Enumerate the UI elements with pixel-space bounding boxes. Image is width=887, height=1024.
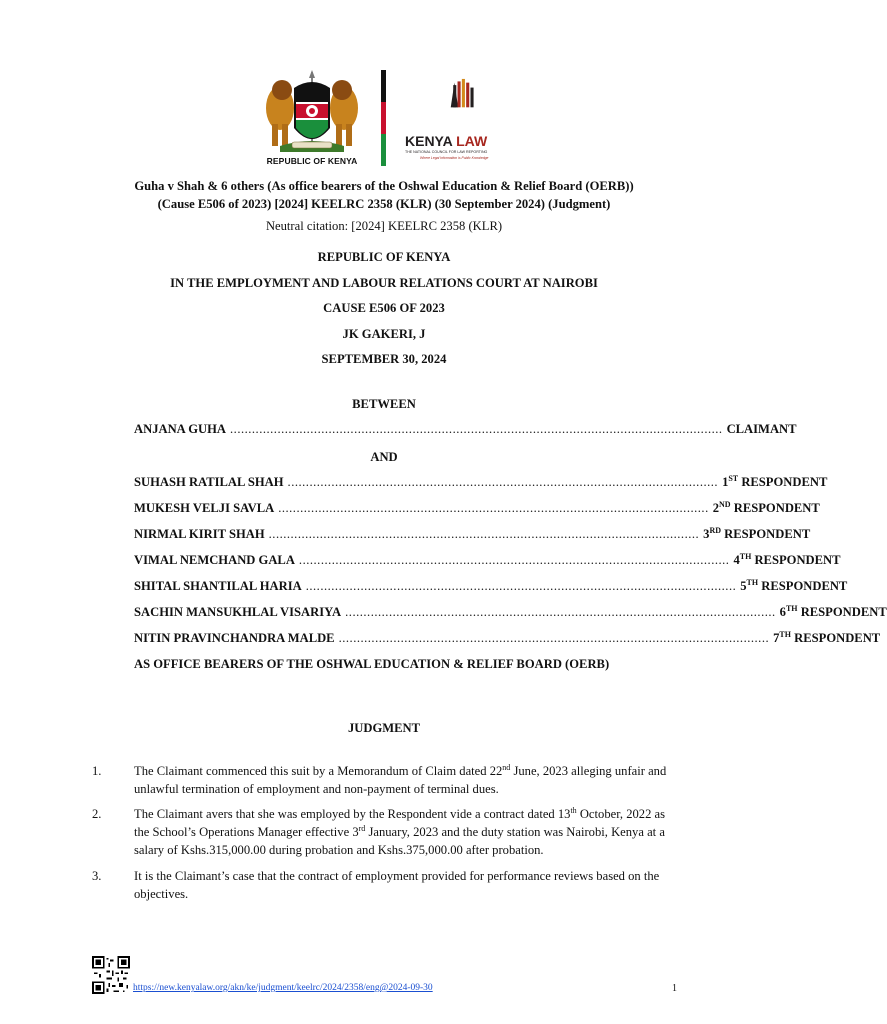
leader-dots: ...................................................................................................................... [345, 605, 776, 619]
republic-heading: REPUBLIC OF KENYA [317, 250, 451, 264]
respondent-row [134, 604, 887, 620]
respondent-row [134, 578, 848, 594]
respondent-ordinal: 5 [740, 579, 747, 593]
respondent-role-label: RESPONDENT [800, 605, 887, 619]
leader-dots: ...................................................................................................................... [338, 631, 770, 645]
respondent-name: SUHASH RATILAL SHAH [134, 475, 284, 489]
claimant-row [134, 422, 797, 437]
leader-dots: ...................................................................................................................... [268, 527, 700, 541]
judgment-paragraph [92, 805, 682, 859]
page-number: 1 [672, 983, 677, 994]
kenya-law-logo-icon [405, 74, 515, 132]
paragraph-text [134, 867, 682, 903]
leader-dots: ...................................................................................................................... [287, 475, 719, 489]
respondent-name: VIMAL NEMCHAND GALA [134, 553, 295, 567]
court-heading: IN THE EMPLOYMENT AND LABOUR RELATIONS COURT AT NAIROBI [170, 276, 598, 290]
date-heading: SEPTEMBER 30, 2024 [321, 352, 447, 366]
respondent-role-label: RESPONDENT [794, 631, 881, 645]
paragraph-number: 3. [92, 869, 102, 883]
kenya-law-brand: KENYA LAW [405, 133, 488, 149]
respondent-ordinal: 3 [703, 527, 710, 541]
respondent-role [703, 527, 810, 542]
respondent-role-label: RESPONDENT [741, 475, 828, 489]
paragraph-text-part: June, 2023 alleging unfair and unlawful termination of employment and non-payment of terminal dues. [134, 764, 667, 796]
claimant-role: CLAIMANT [726, 422, 797, 436]
claimant-name: ANJANA GUHA [134, 422, 227, 436]
respondent-row [134, 500, 820, 516]
cause-heading: CAUSE E506 OF 2023 [323, 301, 445, 315]
respondent-role-label: RESPONDENT [733, 501, 820, 515]
respondent-ordinal-suffix: TH [785, 604, 798, 613]
leader-dots: ...................................................................................................................... [298, 553, 730, 567]
respondent-row [134, 474, 828, 490]
respondent-ordinal: 4 [733, 553, 740, 567]
paragraph-text [134, 762, 682, 798]
respondent-name: NITIN PRAVINCHANDRA MALDE [134, 631, 335, 645]
header-logos [0, 68, 768, 168]
respondent-ordinal-suffix: ST [728, 474, 739, 483]
coat-of-arms-caption: REPUBLIC OF KENYA [266, 156, 358, 166]
respondent-role-label: RESPONDENT [761, 579, 848, 593]
leader-dots: ....................................................................................................................................... [230, 422, 723, 436]
paragraph-number: 1. [92, 764, 102, 778]
respondent-role-label: RESPONDENT [754, 553, 841, 567]
leader-dots: ...................................................................................................................... [278, 501, 709, 515]
respondent-ordinal: 1 [722, 475, 729, 489]
kenya-law-subtitle: THE NATIONAL COUNCIL FOR LAW REPORTING [405, 150, 488, 154]
respondent-name: SACHIN MANSUKHLAL VISARIYA [134, 605, 342, 619]
respondent-ordinal: 7 [773, 631, 780, 645]
respondent-role [713, 501, 820, 516]
respondent-role [722, 475, 827, 490]
respondent-name: MUKESH VELJI SAVLA [134, 501, 275, 515]
paragraph-text-part: It is the Claimant’s case that the contract of employment provided for performance reviews based on the objectives. [134, 869, 660, 901]
case-title [0, 177, 768, 213]
respondent-row [134, 552, 841, 568]
paragraph-text-part: October, 2022 as the School’s Operations Manager effective 3 [134, 807, 666, 839]
respondent-ordinal-suffix: TH [779, 630, 791, 639]
paragraph-number: 2. [92, 807, 102, 821]
coat-of-arms-icon [258, 68, 366, 166]
respondent-row [134, 630, 881, 646]
respondent-ordinal-suffix: TH [746, 578, 759, 587]
between-heading: BETWEEN [352, 397, 416, 411]
case-title-line-1: Guha v Shah & 6 others (As office bearers of the Oshwal Education & Relief Board (OERB)) [134, 179, 634, 193]
respondent-role [733, 553, 840, 568]
respondent-role [740, 579, 847, 594]
leader-dots: ...................................................................................................................... [305, 579, 737, 593]
judgment-paragraph [92, 867, 682, 903]
respondent-role [773, 631, 880, 646]
respondent-role-label: RESPONDENT [724, 527, 811, 541]
respondent-ordinal: 6 [779, 605, 786, 619]
respondent-name: SHITAL SHANTILAL HARIA [134, 579, 302, 593]
kenya-law-tagline: Where Legal Information is Public Knowledge [420, 156, 489, 160]
judgment-heading: JUDGMENT [347, 721, 421, 735]
case-title-line-2: (Cause E506 of 2023) [2024] KEELRC 2358 (KLR) (30 September 2024) (Judgment) [157, 197, 611, 211]
paragraph-text-part: rd [358, 824, 366, 833]
paragraph-text-part: nd [502, 763, 511, 772]
respondent-name: NIRMAL KIRIT SHAH [134, 527, 265, 541]
respondent-role [780, 605, 887, 620]
source-url-link[interactable]: https://new.kenyalaw.org/akn/ke/judgment/keelrc/2024/2358/eng@2024-09-30 [133, 983, 433, 993]
respondent-row [134, 526, 811, 542]
flag-divider [381, 70, 386, 166]
office-bearers-note: AS OFFICE BEARERS OF THE OSHWAL EDUCATION & RELIEF BOARD (OERB) [134, 657, 610, 671]
paragraph-text-part: th [570, 806, 577, 815]
judge-heading: JK GAKERI, J [342, 327, 426, 341]
paragraph-text-part: The Claimant avers that she was employed by the Respondent vide a contract dated 13 [134, 807, 571, 821]
paragraph-text [134, 805, 682, 859]
respondent-ordinal: 2 [712, 501, 720, 515]
respondent-ordinal-suffix: TH [739, 552, 752, 561]
paragraph-text-part: January, 2023 and the duty station was Nairobi, Kenya at a salary of Kshs.315,000.00 during probation and Kshs.375,000.00 after probation. [134, 825, 665, 857]
qr-code-icon [92, 956, 130, 994]
respondent-ordinal-suffix: ND [719, 500, 731, 509]
neutral-citation: Neutral citation: [2024] KEELRC 2358 (KLR) [265, 219, 503, 233]
judgment-paragraph [92, 762, 682, 798]
paragraph-text-part: The Claimant commenced this suit by a Memorandum of Claim dated 22 [134, 764, 503, 778]
respondent-ordinal-suffix: RD [709, 526, 722, 535]
and-heading: AND [370, 450, 398, 464]
